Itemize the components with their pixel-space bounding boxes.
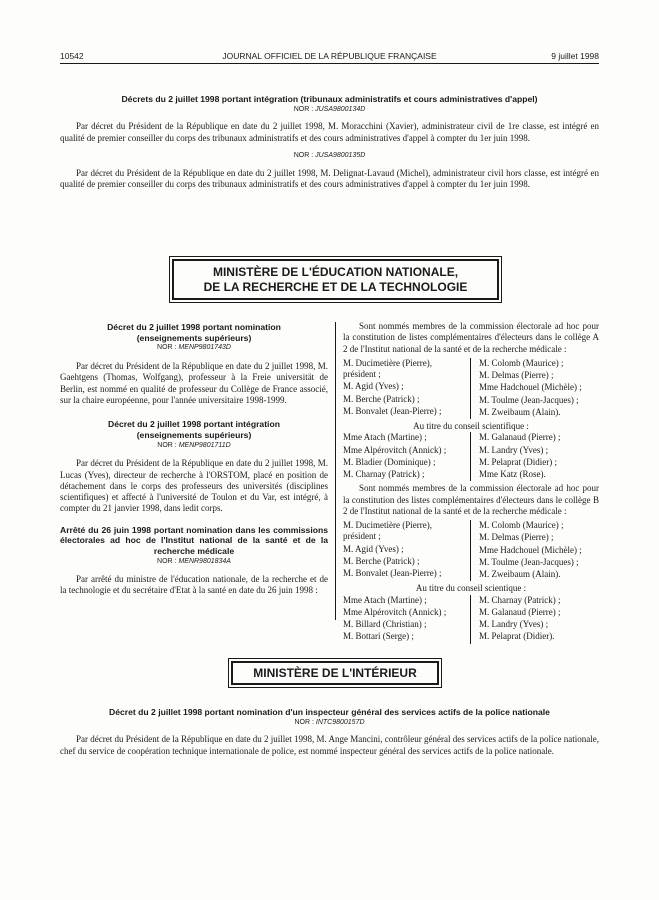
member-entry: M. Ducimetière (Pierre), président ; <box>343 357 432 379</box>
ministry-interior-line-1: MINISTÈRE DE L'INTÉRIEUR <box>253 666 417 680</box>
justice-section <box>60 94 599 190</box>
arrete-paragraph: Par arrêté du ministre de l'éducation nationale, de la recherche et de la technologie et du secrétaire d'Etat à la santé en date du 26 juin 1998 : <box>60 573 328 595</box>
ministry-interior-box <box>228 658 442 688</box>
commission-b2-intro: Sont nommés membres de la commission électorale ad hoc pour la constitution des listes complémentaires d'électeurs dans le collège B 2 de l'Institut national de la santé et de la recherche médicale : <box>343 483 599 516</box>
member-entry: M. Galanaud (Pierre) ; <box>479 432 561 443</box>
commission-a2-intro: Sont nommés membres de la commission électorale ad hoc pour la constitution de listes complémentaires d'électeurs dans le collège A 2 de l'Institut national de la santé et de la recherche médicale : <box>343 321 599 354</box>
member-entry: M. Landry (Yves) ; <box>479 619 549 629</box>
member-entry: M. Toulme (Jean-Jacques) ; <box>479 556 579 567</box>
member-entry: M. Bladier (Dominique) ; <box>343 456 436 467</box>
header-rule <box>60 63 599 64</box>
member-list-right <box>471 520 599 581</box>
decree-1-paragraph: Par décret du Président de la République en date du 2 juillet 1998, M. Gaehtgens (Thomas, Wolfgang), professeur à la Freie universität de Berlin, est nommé en qualité de professeur du Collège de France associé, sur la chaire européenne, pour l'année universitaire 1998-1999. <box>60 361 328 405</box>
justice-title: Décrets du 2 juillet 1998 portant intégration (tribunaux administratifs et cours administratives d'appel) <box>121 94 538 104</box>
decree-1-nor: NOR : MENP9801743D <box>157 344 231 352</box>
arrete-title: Arrêté du 26 juin 1998 portant nomination dans les commissions électorales ad hoc de l'Institut national de la santé et de la recherche médicale <box>60 524 328 557</box>
member-list-left <box>343 520 471 581</box>
justice-paragraph-1: Par décret du Président de la République en date du 2 juillet 1998, M. Moracchini (Xavier), administrateur civil de 1re classe, est intégré en qualité de premier conseiller du corps des tribunaux administratifs et des cours administratives d'appel à compter du 1er juin 1998. <box>60 121 599 143</box>
member-entry: M. Galanaud (Pierre) ; <box>479 606 561 617</box>
page-number: 10542 <box>60 51 84 61</box>
left-column <box>60 322 328 596</box>
member-entry: M. Ducimetière (Pierre), président ; <box>343 520 432 542</box>
ministry-education-line-2: DE LA RECHERCHE ET DE LA TECHNOLOGIE <box>203 280 468 294</box>
member-entry: M. Toulme (Jean-Jacques) ; <box>479 394 579 405</box>
member-entry: Mme Alpérovitch (Annick) ; <box>343 606 447 617</box>
justice-nor-1: NOR : JUSA9800134D <box>293 105 366 113</box>
ministry-education-box <box>169 256 502 303</box>
interior-nor: NOR : INTC9800157D <box>294 718 365 726</box>
interior-paragraph: Par décret du Président de la République en date du 2 juillet 1998, M. Ange Mancini, contrôleur général des services actifs de la police nationale, chef du service de coopération technique internationale de police, est nommé inspecteur général des services actifs de la police nationale. <box>60 734 599 756</box>
decree-2-paragraph: Par décret du Président de la République en date du 2 juillet 1998, M. Lucas (Yves), directeur de recherche à l'ORSTOM, placé en position de détachement dans le corps des professeurs des universités (disciplines scientifiques) et affecté à l'université de Toulon et du Var, est intégré, à compter du 21 janvier 1998, dans ledit corps. <box>60 458 328 514</box>
justice-nor-2: NOR : JUSA9800135D <box>293 151 366 159</box>
member-entry: Mme Alpérovitch (Annick) ; <box>343 444 447 455</box>
ministry-education-line-1: MINISTÈRE DE L'ÉDUCATION NATIONALE, <box>212 265 459 279</box>
member-list-left <box>343 432 471 481</box>
member-entry: Mme Hadchouel (Michèle) ; <box>479 544 582 555</box>
journal-title: JOURNAL OFFICIEL DE LA RÉPUBLIQUE FRANÇAISE <box>222 51 437 61</box>
member-entry: M. Berche (Patrick) ; <box>343 393 420 404</box>
decree-2-nor: NOR : MENP9801711D <box>157 441 231 449</box>
member-entry: M. Zweibaum (Alain). <box>479 406 561 417</box>
right-column <box>343 321 599 644</box>
running-header <box>60 51 599 63</box>
justice-paragraph-2: Par décret du Président de la République en date du 2 juillet 1998, M. Delignat-Lavaud (Michel), administrateur civil hors classe, est intégré en qualité de premier conseiller du corps des tribunaux administratifs et des cours administratives d'appel à compter du 1er juin 1998. <box>60 167 599 189</box>
scientific-council-heading-2: Au titre du conseil scientique : <box>415 583 527 594</box>
commission-b2-members <box>343 520 599 581</box>
commission-a2-members <box>343 358 599 419</box>
member-entry: M. Zweibaum (Alain). <box>479 569 561 579</box>
member-entry: M. Delmas (Pierre) ; <box>479 370 554 380</box>
member-entry: M. Landry (Yves) ; <box>479 444 549 455</box>
member-entry: M. Pelaprat (Didier) ; <box>479 456 557 467</box>
member-entry: M. Pelaprat (Didier). <box>479 631 555 642</box>
member-entry: M. Delmas (Pierre) ; <box>479 532 554 543</box>
member-entry: M. Berche (Patrick) ; <box>343 555 420 566</box>
member-list-right <box>471 595 599 644</box>
member-list-left <box>343 358 471 419</box>
decree-1-title: Décret du 2 juillet 1998 portant nomination (enseignements supérieurs) <box>107 322 281 343</box>
column-divider <box>335 322 336 620</box>
member-list-right <box>471 432 599 481</box>
member-entry: M. Bottari (Serge) ; <box>343 631 414 642</box>
member-entry: Mme Atach (Martine) ; <box>343 432 427 443</box>
member-entry: M. Billard (Christian) ; <box>343 619 427 629</box>
member-entry: M. Agid (Yves) ; <box>343 543 404 554</box>
member-entry: M. Colomb (Maurice) ; <box>479 520 564 530</box>
member-entry: Mme Katz (Rose). <box>479 469 546 479</box>
member-list-right <box>471 358 599 419</box>
interior-title: Décret du 2 juillet 1998 portant nomination d'un inspecteur général des services actifs de la police nationale <box>109 707 550 717</box>
member-list-left <box>343 595 471 644</box>
arrete-nor: NOR : MENR9801834A <box>157 557 231 565</box>
issue-date: 9 juillet 1998 <box>551 51 599 61</box>
member-entry: M. Charnay (Patrick) ; <box>343 469 425 479</box>
member-entry: M. Bonvalet (Jean-Pierre) ; <box>343 405 442 416</box>
member-entry: M. Colomb (Maurice) ; <box>479 357 564 368</box>
interior-section <box>60 707 599 757</box>
scientific-council-heading-1: Au titre du conseil scientifique : <box>413 421 529 431</box>
decree-2-title: Décret du 2 juillet 1998 portant intégration (enseignements supérieurs) <box>108 419 280 440</box>
scientific-council-2-members <box>343 595 599 644</box>
member-entry: M. Bonvalet (Jean-Pierre) ; <box>343 568 442 578</box>
member-entry: M. Charnay (Patrick) ; <box>479 594 561 605</box>
member-entry: M. Agid (Yves) ; <box>343 381 404 392</box>
scientific-council-1-members <box>343 432 599 481</box>
member-entry: Mme Atach (Martine) ; <box>343 594 427 605</box>
member-entry: Mme Hadchouel (Michèle) ; <box>479 382 582 393</box>
